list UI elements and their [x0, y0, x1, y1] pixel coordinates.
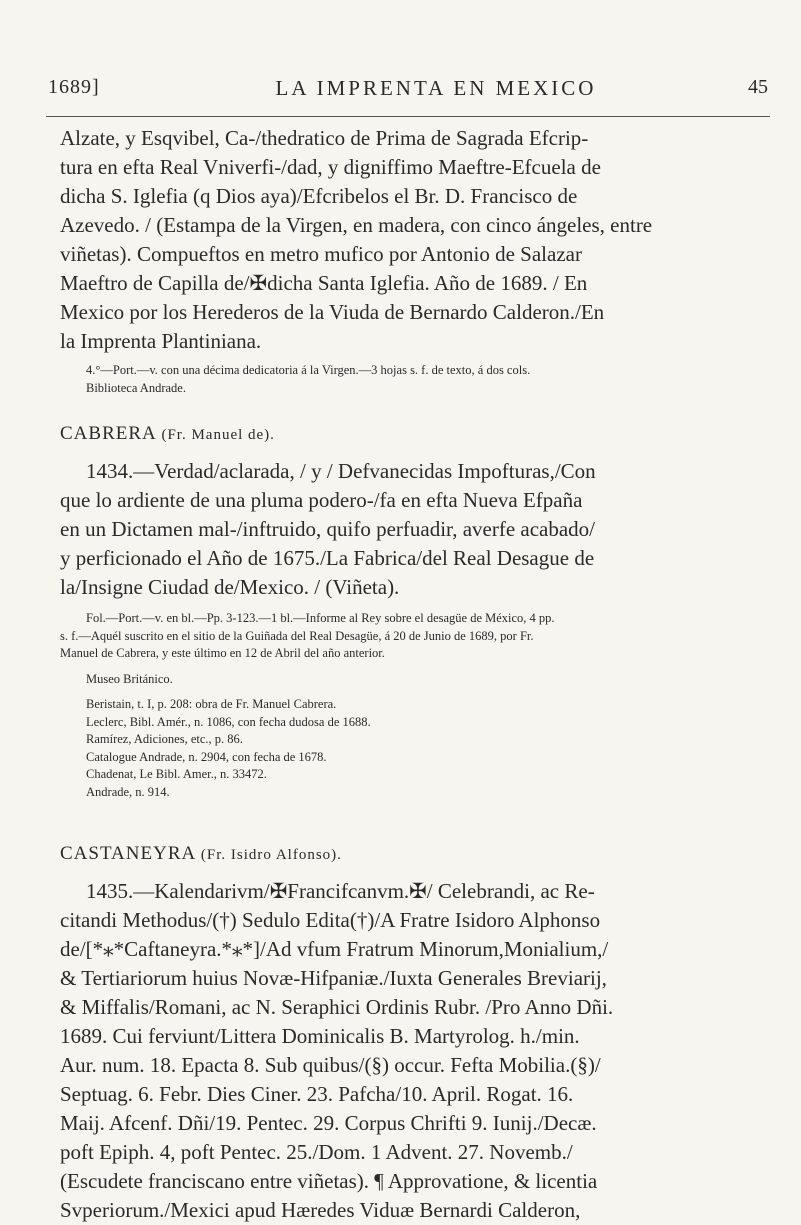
text-line: la Imprenta Plantiniana. [60, 329, 262, 353]
note-line: 4.°—Port.—v. con una décima dedicatoria á la Virgen.—3 hojas s. f. de texto, á dos cols. [86, 363, 531, 377]
entry-description [60, 457, 766, 602]
running-header [48, 76, 768, 106]
author-detail: (Fr. Manuel de). [161, 427, 275, 443]
entry-description [60, 877, 766, 1225]
header-rule [46, 116, 770, 117]
library-location: Museo Británico. [86, 671, 173, 686]
note-line: Manuel de Cabrera, y este último en 12 de Abril del año anterior. [60, 646, 385, 660]
author-heading [60, 843, 766, 865]
text-line: 1434.—Verdad/aclarada, / y / Defvanecidas Impofturas,/Con [86, 459, 596, 483]
header-year: 1689] [48, 76, 100, 98]
text-line: (Escudete franciscano entre viñetas). ¶ Approvatione, & licentia [60, 1169, 598, 1193]
text-line: Svperiorum./Mexici apud Hæredes Viduæ Bernardi Calderon, [60, 1198, 581, 1222]
references [60, 696, 766, 801]
reference-line: Catalogue Andrade, n. 2904, con fecha de 1678. [86, 749, 327, 764]
page-number: 45 [748, 76, 768, 98]
reference-line: Andrade, n. 914. [86, 784, 170, 799]
text-line: la/Insigne Ciudad de/Mexico. / (Viñeta). [60, 575, 400, 599]
author-name: CASTANEYRA [60, 843, 196, 864]
entry-description [60, 124, 766, 356]
text-line: Mexico por los Herederos de la Viuda de Bernardo Calderon./En [60, 300, 605, 324]
text-line: de/[*⁎*Caftaneyra.*⁎*]/Ad vfum Fratrum Minorum,Monialium,/ [60, 937, 609, 961]
text-line: citandi Methodus/(†) Sedulo Edita(†)/A Fratre Isidoro Alphonso [60, 908, 601, 932]
note-line: Biblioteca Andrade. [86, 380, 186, 395]
entry-notes [60, 610, 766, 663]
text-line: & Miffalis/Romani, ac N. Seraphici Ordinis Rubr. /Pro Anno Dñi. [60, 995, 614, 1019]
entry-1434 [60, 423, 766, 801]
reference-line: Chadenat, Le Bibl. Amer., n. 33472. [86, 767, 267, 781]
text-line: que lo ardiente de una pluma podero-/fa en efta Nueva Efpaña [60, 488, 583, 512]
note-line: s. f.—Aquél suscrito en el sitio de la Guiñada del Real Desagüe, á 20 de Junio de 1689, por Fr. [60, 628, 534, 643]
text-line: y perficionado el Año de 1675./La Fabrica/del Real Desague de [60, 546, 595, 570]
text-line: Alzate, y Esqvibel, Ca-/thedratico de Prima de Sagrada Efcrip- [60, 126, 589, 150]
text-line: Maij. Afcenf. Dñi/19. Pentec. 29. Corpus Chrifti 9. Iunij./Decæ. [60, 1111, 597, 1135]
page-body [60, 124, 766, 1225]
author-name: CABRERA [60, 423, 156, 444]
reference-line: Leclerc, Bibl. Amér., n. 1086, con fecha dudosa de 1688. [86, 714, 371, 729]
text-line: Maeftro de Capilla de/✠dicha Santa Iglefia. Año de 1689. / En [60, 271, 588, 295]
author-detail: (Fr. Isidro Alfonso). [200, 847, 342, 863]
text-line: 1435.—Kalendarivm/✠Francifcanvm.✠/ Celebrandi, ac Re- [86, 879, 595, 903]
header-title: LA IMPRENTA EN MEXICO [275, 76, 597, 100]
entry-continued [60, 124, 766, 397]
text-line: Azevedo. / (Estampa de la Virgen, en madera, con cinco ángeles, entre [60, 213, 653, 237]
reference-line: Beristain, t. I, p. 208: obra de Fr. Manuel Cabrera. [86, 697, 337, 711]
text-line: tura en efta Real Vniverfi-/dad, y digniffimo Maeftre-Efcuela de [60, 155, 601, 179]
text-line: Aur. num. 18. Epacta 8. Sub quibus/(§) occur. Fefta Mobilia.(§)/ [60, 1053, 601, 1077]
text-line: en un Dictamen mal-/inftruido, quifo perfuadir, averfe acabado/ [60, 517, 596, 541]
text-line: viñetas). Compueftos en metro mufico por Antonio de Salazar [60, 242, 582, 266]
text-line: dicha S. Iglefia (q Dios aya)/Efcribelos el Br. D. Francisco de [60, 184, 578, 208]
entry-notes [60, 362, 766, 397]
reference-line: Ramírez, Adiciones, etc., p. 86. [86, 732, 243, 746]
text-line: poft Epiph. 4, poft Pentec. 25./Dom. 1 Advent. 27. Novemb./ [60, 1140, 573, 1164]
note-line: Fol.—Port.—v. en bl.—Pp. 3-123.—1 bl.—Informe al Rey sobre el desagüe de México, 4 pp. [86, 611, 555, 625]
text-line: Septuag. 6. Febr. Dies Ciner. 23. Pafcha/10. April. Rogat. 16. [60, 1082, 574, 1106]
author-heading [60, 423, 766, 445]
text-line: & Tertiariorum huius Novæ-Hifpaniæ./Iuxta Generales Breviarij, [60, 966, 607, 990]
text-line: 1689. Cui ferviunt/Littera Dominicalis B. Martyrolog. h./min. [60, 1024, 580, 1048]
